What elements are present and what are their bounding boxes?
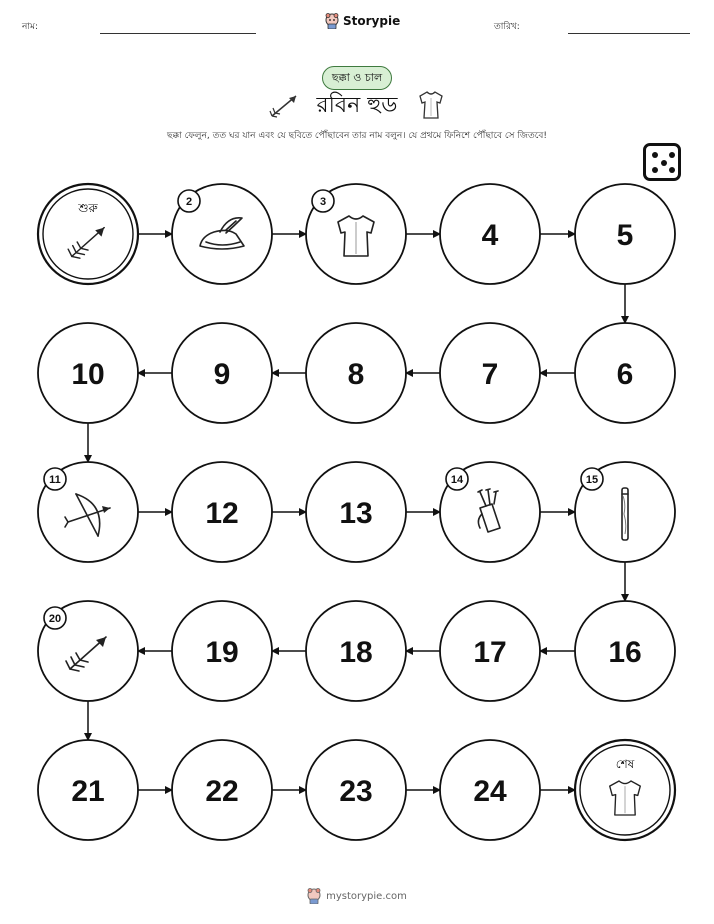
cell-badge-number: 14	[450, 474, 464, 486]
cell-number: 4	[481, 219, 499, 252]
cell-badge-number: 11	[49, 474, 61, 486]
cell-number: 16	[608, 636, 642, 669]
cell-badge-number: 15	[585, 474, 599, 486]
cell-badge-number: 3	[319, 196, 327, 208]
board-cell-23[interactable]	[306, 740, 406, 840]
board-cell-6[interactable]	[575, 323, 675, 423]
board-cell-25[interactable]	[575, 740, 675, 840]
cell-number: 24	[473, 775, 507, 808]
board-cell-3[interactable]	[306, 184, 406, 284]
board-cell-9[interactable]	[172, 323, 272, 423]
footer-mascot-icon	[307, 888, 321, 904]
board-cell-16[interactable]	[575, 601, 675, 701]
board-cell-8[interactable]	[306, 323, 406, 423]
board-cell-14[interactable]	[440, 462, 540, 562]
cell-badge-number: 2	[185, 196, 193, 208]
cell-number: 19	[205, 636, 239, 669]
cell-number: 7	[481, 358, 499, 391]
cell-number: 6	[616, 358, 634, 391]
board-cell-18[interactable]	[306, 601, 406, 701]
footer	[0, 888, 714, 904]
cell-number: 9	[213, 358, 231, 391]
board-cell-5[interactable]	[575, 184, 675, 284]
cell-number: 18	[339, 636, 373, 669]
cell-number: 22	[205, 775, 239, 808]
board-cell-21[interactable]	[38, 740, 138, 840]
board-cell-10[interactable]	[38, 323, 138, 423]
game-type-badge: ছক্কা ও চাল	[322, 66, 392, 90]
end-label: শেষ	[615, 757, 635, 771]
board-cell-15[interactable]	[575, 462, 675, 562]
cell-number: 10	[71, 358, 105, 391]
cell-number: 8	[347, 358, 365, 391]
board-cell-2[interactable]	[172, 184, 272, 284]
board-cell-11[interactable]	[38, 462, 138, 562]
board-cell-19[interactable]	[172, 601, 272, 701]
board-cell-20[interactable]	[38, 601, 138, 701]
page-title: রবিন হুড	[316, 93, 398, 118]
board-cell-12[interactable]	[172, 462, 272, 562]
cell-number: 23	[339, 775, 373, 808]
cell-number: 5	[616, 219, 634, 252]
board-cell-1[interactable]	[38, 184, 138, 284]
date-label: তারিখ:	[494, 22, 520, 32]
cell-number: 17	[473, 636, 507, 669]
footer-url[interactable]: mystorypie.com	[326, 890, 407, 902]
board-cell-17[interactable]	[440, 601, 540, 701]
cell-number: 13	[339, 497, 373, 530]
name-label: নাম:	[22, 22, 39, 32]
cell-badge-number: 20	[48, 613, 62, 625]
instructions: ছক্কা ফেলুন, তত ঘর যান এবং যে ছবিতে পৌঁছাবেন তার নাম বলুন। যে প্রথমে ফিনিশে পৌঁছাবে সে জিতবে!	[167, 131, 547, 141]
start-label: শুরু	[78, 201, 98, 215]
board-cell-7[interactable]	[440, 323, 540, 423]
board-cell-4[interactable]	[440, 184, 540, 284]
board-cell-13[interactable]	[306, 462, 406, 562]
brand-name: Storypie	[343, 14, 401, 28]
board-cell-24[interactable]	[440, 740, 540, 840]
board-cell-22[interactable]	[172, 740, 272, 840]
cell-number: 21	[71, 775, 105, 808]
cell-number: 12	[205, 497, 239, 530]
